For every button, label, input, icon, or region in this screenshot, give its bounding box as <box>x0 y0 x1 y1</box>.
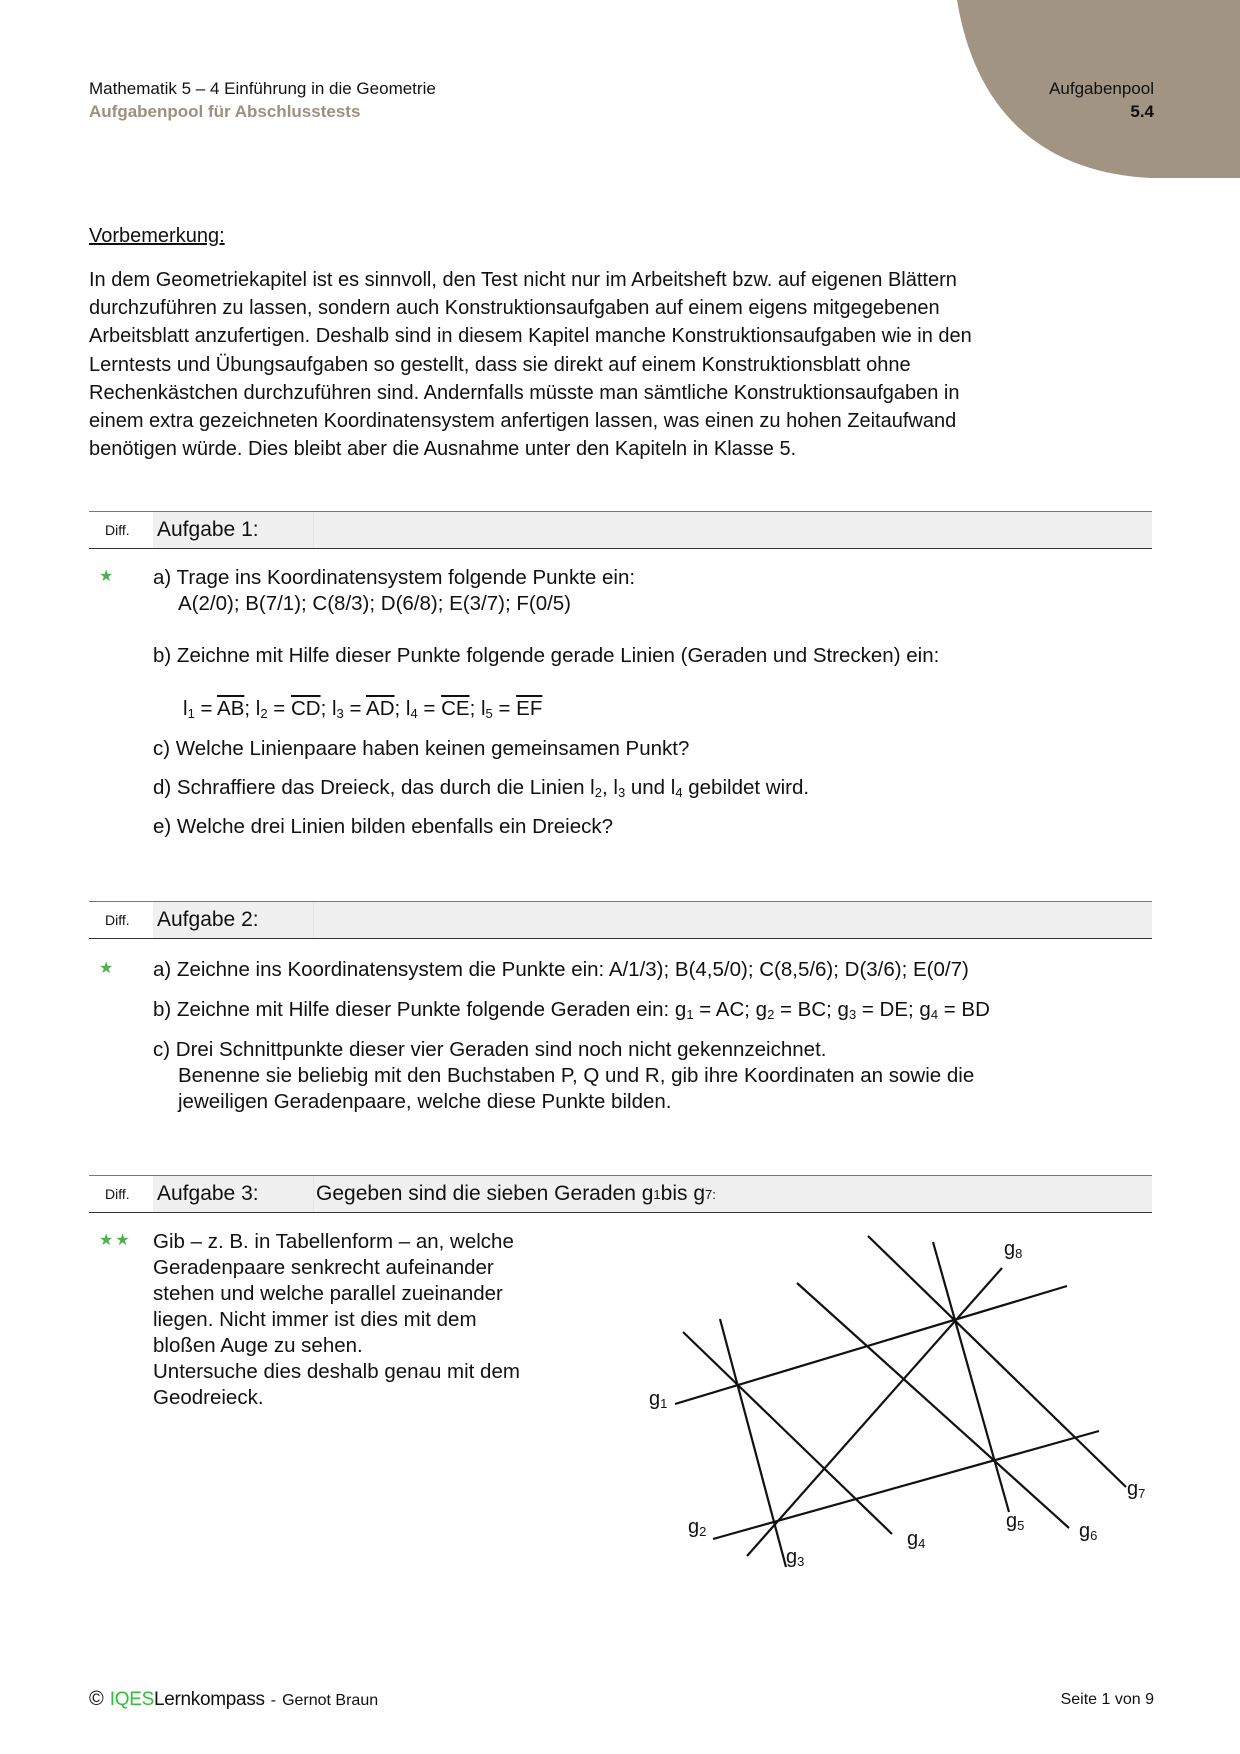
preface-line: benötigen würde. Dies bleibt aber die Ausnahme unter den Kapiteln in Klasse 5. <box>89 438 797 461</box>
task-1-e-text: e) Welche drei Linien bilden ebenfalls ein Dreieck? <box>153 815 613 838</box>
task-title: Aufgabe 1: <box>153 512 313 548</box>
segment-item: $l_3 = \overline{AD}$; <box>331 697 406 721</box>
task-1-header <box>89 511 1152 549</box>
diff-label: Diff. <box>105 522 130 538</box>
line-g8 <box>747 1268 1002 1556</box>
label-g6: $g_6$ <box>1079 1520 1098 1543</box>
task-1-a-text: a) Trage ins Koordinatensystem folgende Punkte ein: <box>153 566 636 589</box>
line-g7 <box>868 1236 1126 1487</box>
footer-author: Gernot Braun <box>282 1692 379 1709</box>
line-g6 <box>797 1283 1069 1528</box>
brand-lernkompass: Lernkompass <box>153 1689 265 1710</box>
preface-line: Arbeitsblatt anzufertigen. Deshalb sind in diesem Kapitel manche Konstruktionsaufgaben wie in den <box>89 325 972 348</box>
line-g5 <box>933 1242 1009 1512</box>
difficulty-stars-icon: ★★ <box>99 1232 132 1249</box>
task-2-c-text-3: jeweiligen Geradenpaare, welche diese Punkte bilden. <box>178 1090 672 1113</box>
page-number: Seite 1 von 9 <box>1060 1691 1154 1708</box>
task-3-line: bloßen Auge zu sehen. <box>153 1334 363 1357</box>
label-g1: $g_1$ <box>649 1388 668 1411</box>
task-1-b-text: b) Zeichne mit Hilfe dieser Punkte folgende gerade Linien (Geraden und Strecken) ein: <box>153 644 940 667</box>
preface-line: einem extra gezeichneten Koordinatensystem anfertigen lassen, was einen zu hohen Zeitaufwand <box>89 410 957 433</box>
preface-line: Rechenkästchen durchzuführen sind. Andernfalls müsste man sämtliche Konstruktionsaufgaben in <box>89 381 960 404</box>
line-g3 <box>720 1319 786 1567</box>
difficulty-star-icon: ★ <box>99 568 116 585</box>
task-1-segments <box>183 696 542 727</box>
corner-label <box>1049 77 1154 123</box>
task-3-line: liegen. Nicht immer ist dies mit dem <box>153 1308 477 1331</box>
brand-iqes: IQES <box>109 1689 154 1710</box>
corner-label-text: Aufgabenpool <box>1049 79 1154 98</box>
label-g2: $g_2$ <box>688 1516 707 1539</box>
document-header <box>89 77 436 123</box>
label-g8: $g_8$ <box>1004 1238 1023 1261</box>
preface-title: Vorbemerkung: <box>89 225 225 247</box>
task-2-a-text: a) Zeichne ins Koordinatensystem die Punkte ein: A/1/3); B(4,5/0); C(8,5/6); D(3/6); E(0/7) <box>153 958 969 981</box>
preface-text <box>89 266 1149 463</box>
task-2-header <box>89 901 1152 939</box>
document-subtitle: Aufgabenpool für Abschlusstests <box>89 102 361 121</box>
task-1-d-text: d) Schraffiere das Dreieck, das durch die Linien $l_2$, $l_3$ und $l_4$ gebildet wird. <box>153 776 810 800</box>
label-g7: $g_7$ <box>1127 1478 1146 1501</box>
task-3-line: Untersuche dies deshalb genau mit dem <box>153 1360 520 1383</box>
copyright-icon: © <box>89 1688 104 1710</box>
label-g5: $g_5$ <box>1006 1510 1025 1533</box>
difficulty-star-icon: ★ <box>99 960 116 977</box>
task-header-blank <box>313 512 1152 548</box>
task-3-line: Gib – z. B. in Tabellenform – an, welche <box>153 1230 514 1253</box>
label-g3: $g_3$ <box>786 1546 805 1569</box>
segment-item: $l_1 = \overline{AB}$; <box>183 697 256 721</box>
task-title: Aufgabe 3: <box>153 1176 313 1212</box>
task-3-line: Geodreieck. <box>153 1386 264 1409</box>
task-2-c-text-2: Benenne sie beliebig mit den Buchstaben P, Q und R, gib ihre Koordinaten an sowie die <box>178 1064 975 1087</box>
line-g2 <box>713 1431 1099 1539</box>
task-title: Aufgabe 2: <box>153 902 313 938</box>
task-header-blank <box>313 902 1152 938</box>
task-1-a-points: A(2/0); B(7/1); C(8/3); D(6/8); E(3/7); F(0/5) <box>178 592 572 615</box>
preface-line: Lerntests und Übungsaufgaben so gestellt, dass sie direkt auf einem Konstruktionsblatt ohne <box>89 353 911 376</box>
corner-number: 5.4 <box>1130 102 1154 121</box>
preface-line: durchzuführen zu lassen, sondern auch Konstruktionsaufgaben auf einem eigens mitgegebenen <box>89 297 940 320</box>
task-3-line: Geradenpaare senkrecht aufeinander <box>153 1256 494 1279</box>
task-3-given: Gegeben sind die sieben Geraden g 1 bis g 7: <box>313 1176 1152 1212</box>
segment-item: $l_2 = \overline{CD}$; <box>255 697 332 721</box>
line-g1 <box>675 1286 1067 1404</box>
label-g4: $g_4$ <box>907 1528 926 1551</box>
task-3-line: stehen und welche parallel zueinander <box>153 1282 503 1305</box>
footer-dash: - <box>270 1692 277 1709</box>
preface-line: In dem Geometriekapitel ist es sinnvoll, den Test nicht nur im Arbeitsheft bzw. auf eigenen Blättern <box>89 269 957 291</box>
footer-credit <box>89 1688 378 1711</box>
course-title: Mathematik 5 – 4 Einführung in die Geometrie <box>89 79 436 98</box>
task-3-text <box>153 1229 573 1411</box>
diff-label: Diff. <box>105 1186 130 1202</box>
segment-item: $l_4 = \overline{CE}$; <box>405 697 481 721</box>
segment-item: $l_5 = \overline{EF}$ <box>480 697 543 721</box>
diff-label: Diff. <box>105 912 130 928</box>
line-g4 <box>683 1332 892 1534</box>
task-1-c-text: c) Welche Linienpaare haben keinen gemeinsamen Punkt? <box>153 737 690 760</box>
task-2-b-text: b) Zeichne mit Hilfe dieser Punkte folgende Geraden ein: $g_1$ = AC; $g_2$ = BC; $g_3$ = DE; $g_4$ = BD <box>153 998 990 1022</box>
task-3-header <box>89 1175 1152 1213</box>
task-2-c-text: c) Drei Schnittpunkte dieser vier Geraden sind noch nicht gekennzeichnet. <box>153 1038 827 1061</box>
